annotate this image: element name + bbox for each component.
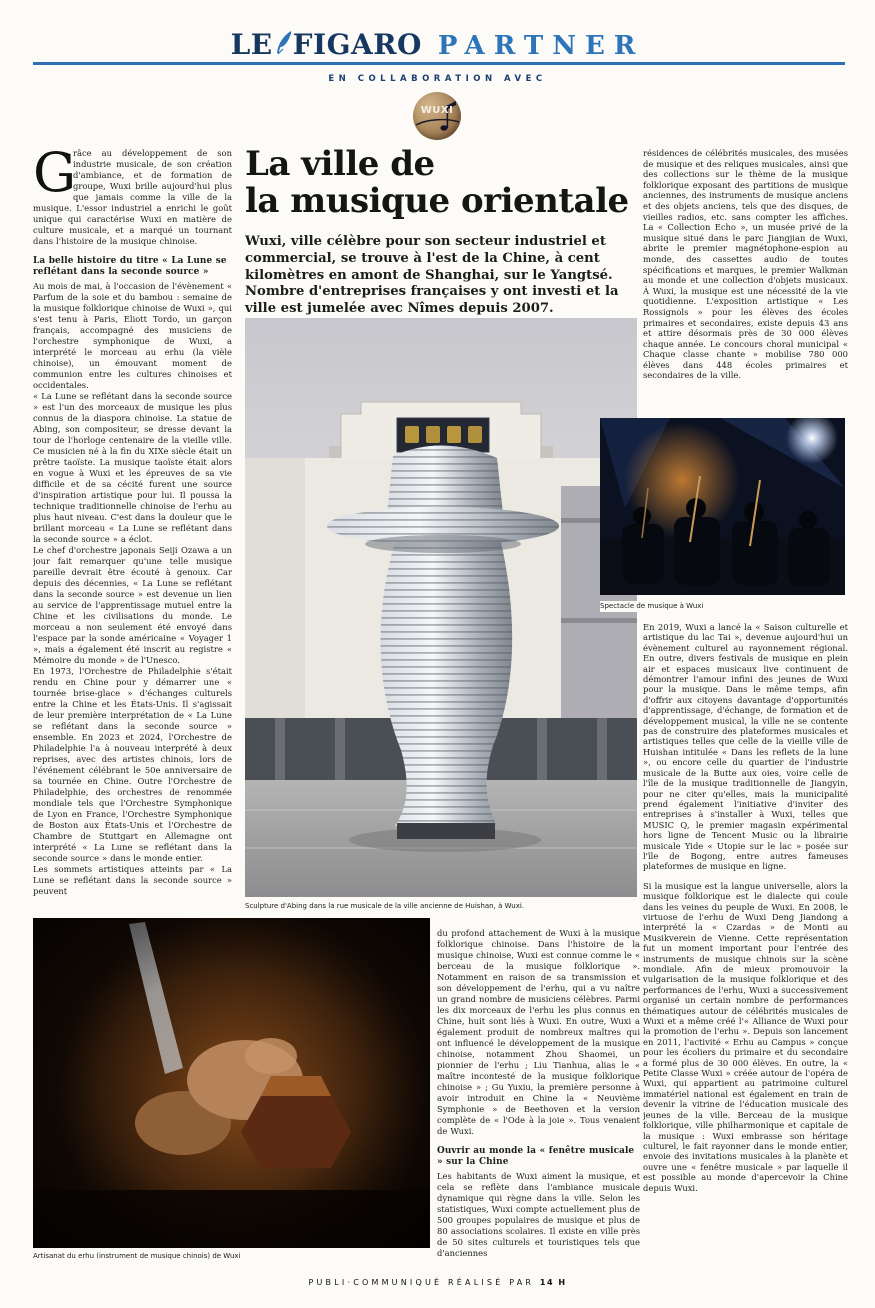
- erhu-photo: [33, 918, 430, 1248]
- right-column-top: [643, 148, 848, 381]
- article-paragraph: Au mois de mai, à l'occasion de l'évènement « Parfum de la soie et du bambou : semaine de la musique folklorique chinoise de Wuxi », qui s'est tenu à Paris, Eliott Tordo, un garçon français, accompagné des musiciens de l'orchestre symphonique de Wuxi, a interprété le morceau au erhu (la vièle chinoise), un émouvant moment de communion entre les cultures chinoises et occidentales.: [33, 280, 232, 390]
- article-paragraph: Le chef d'orchestre japonais Seiji Ozawa a un jour fait remarquer qu'une telle musique pareille devrait être écouté à genoux. Car depuis des décennies, « La Lune se reflétant dans la seconde source » est devenue un lien au service de l'apprentissage mutuel entre la Chine et les civilisations du monde. Le morceau a non seulement été envoyé dans l'espace par la sonde américaine « Voyager 1 », mais a également été inscrit au registre « Mémoire du monde » de l'Unesco.: [33, 544, 232, 665]
- right-column-bottom: [643, 622, 848, 1193]
- masthead-figaro: FIGARO: [292, 28, 422, 61]
- article-paragraph: résidences de célébrités musicales, des musées de musique et des reliques musicales, ainsi que des collections sur le thème de la musique folklorique exposant des partitions de musique anciennes, des instruments de musique anciens et des objets anciens, tels que des disques, de vieilles radios, etc. sans compter les affiches. La « Collection Echo », un musée privé de la musique situé dans le parc Jiangjian de Wuxi, abrite le premier magnétophone-espion au monde, des cassettes audio de toutes spécifications et marques, le premier Walkman au monde et une collection d'objets musicaux. À Wuxi, la musique est une nécessité de la vie quotidienne. L'exposition artistique « Les Rossignols » pour les élèves des écoles primaires et secondaires, existe depuis 43 ans et attire désormais près de 30 000 élèves chaque année. Le concours choral municipal « Chaque classe chante » mobilise 780 000 élèves dans 448 écoles primaires et secondaires de la ville.: [643, 148, 848, 381]
- masthead: [0, 28, 875, 61]
- section-heading: Ouvrir au monde la « fenêtre musicale » sur la Chine: [437, 1146, 635, 1167]
- erhu-caption: Artisanat du erhu (instrument de musique chinois) de Wuxi: [33, 1252, 241, 1260]
- masthead-rule: [33, 62, 845, 65]
- collaboration-line: EN COLLABORATION AVEC: [328, 74, 547, 84]
- article-paragraph: En 2019, Wuxi a lancé la « Saison culturelle et artistique du lac Tai », devenue aujourd'hui un évènement culturel au rayonnement régional. En outre, divers festivals de musique en plein air et espaces musicaux live continuent de démontrer l'amour infini des jeunes de Wuxi pour la musique. Dans le même temps, afin d'offrir aux citoyens davantage d'opportunités d'apprentissage, d'échange, de formation et de développement musical, la ville ne se contente pas de construire des plateformes musicales et artistiques telles que celle de la vieille ville de Huishan intitulée « Dans les reflets de la lune », ou encore celle du quartier de l'industrie musicale de la Butte aux oies, voire celle de l'île de la musique traditionnelle de Jiangyin, pour ne citer qu'elles, mais la municipalité prend également l'initiative d'inviter des entreprises à s'installer à Wuxi, telles que MUSIC Q, le premier magasin expérimental hors ligne de Tencent Music ou la librairie musicale Yide « Utopie sur le lac » posée sur l'île de Bogong, entre autres fameuses plateformes de musique en ligne.: [643, 622, 848, 872]
- footer-text: PUBLI·COMMUNIQUÉ RÉALISÉ PAR: [308, 1278, 535, 1287]
- orchestra-caption: Spectacle de musique à Wuxi: [600, 601, 847, 612]
- headline-line2: la musique orientale: [245, 181, 629, 221]
- footer: [0, 1278, 875, 1287]
- headline-line1: La ville de: [245, 144, 435, 184]
- sculpture-caption: Sculpture d'Abing dans la rue musicale de la ville ancienne de Huishan, à Wuxi.: [245, 902, 525, 910]
- article-paragraph: G râce au développement de son industrie musicale, de son création d'ambiance, et de formation de groupe, Wuxi brille aujourd'hui plus que jamais comme la ville de la musique. L'essor industriel a enrichi le goût unique qui caractérise Wuxi en matière de culture musicale, et a marqué un tournant dans l'histoire de la musique chinoise.: [33, 148, 232, 246]
- music-note-icon: [413, 92, 461, 140]
- article-paragraph: Les habitants de Wuxi aiment la musique, et cela se reflète dans l'ambiance musicale dynamique qui règne dans la ville. Selon les statistiques, Wuxi compte actuellement plus de 500 groupes populaires de musique et plus de 80 associations scolaires. Il existe en ville près de 50 sites culturels et touristiques tels que d'anciennes: [437, 1170, 640, 1258]
- article-paragraph: du profond attachement de Wuxi à la musique folklorique chinoise. Dans l'histoire de la musique chinoise, Wuxi est connue comme le « berceau de la musique folklorique ». Notamment en raison de sa transmission et son développement de l'erhu, qui a vu naître un grand nombre de musiciens célèbres. Parmi les dix morceaux de l'erhu les plus connus en Chine, huit sont liés à Wuxi. En outre, Wuxi a également produit de nombreux maîtres qui ont influencé le développement de la musique chinoise, notamment Zhou Shaomei, un pionnier de l'erhu ; Liu Tianhua, alias le « maître incontesté de la musique folklorique chinoise » ; Gu Yuxiu, la première personne à avoir introduit en Chine la « Neuvième Symphonie » de Beethoven et la version complète de « l'Ode à la joie ». Tous venaient de Wuxi.: [437, 928, 640, 1136]
- article-paragraph: En 1973, l'Orchestre de Philadelphie s'était rendu en Chine pour y démarrer une « tournée brise-glace » d'échanges culturels entre la Chine et les États-Unis. Il s'agissait de leur première interprétation de « La Lune se reflétant dans la seconde source » ensemble. En 2023 et 2024, l'Orchestre de Philadelphie l'a à nouveau interprété à deux reprises, avec des artistes chinois, lors de l'événement célébrant le 50e anniversaire de sa tournée en Chine. Outre l'Orchestre de Philadelphie, des orchestres de renommée mondiale tels que l'Orchestre Symphonique de Lyon en France, l'Orchestre Symphonique de Boston aux États-Unis et l'Orchestre de Chambre de Stuttgart en Allemagne ont interprété « La Lune se reflétant dans la seconde source » dans le monde entier.: [33, 665, 232, 863]
- section-heading: La belle histoire du titre « La Lune se reflétant dans la seconde source »: [33, 256, 227, 277]
- drop-cap: G: [33, 148, 77, 204]
- mid-bottom-column: [437, 928, 640, 1259]
- article-paragraph: « La Lune se reflétant dans la seconde source » est l'un des morceaux de musique les plus connus de la diaspora chinoise. La statue de Abing, son compositeur, se dresse devant la tour de l'horloge centenaire de la vieille ville. Ce musicien né à la fin du XIXe siècle était un prêtre taoïste. La musique taoïste était alors en vogue à Wuxi et les épreuves de sa vie difficile et de sa cécité furent une source d'inspiration artistique pour lui. Il poussa la technique traditionnelle chinoise de l'erhu au plus haut niveau. C'est dans la douleur que le brillant morceau « La Lune se reflétant dans la seconde source » a éclot.: [33, 390, 232, 544]
- masthead-le: LE: [230, 28, 273, 61]
- sculpture-photo: [245, 318, 637, 897]
- article-paragraph: Les sommets artistiques atteints par « La Lune se reflétant dans la seconde source » peuvent: [33, 863, 232, 896]
- standfirst: Wuxi, ville célèbre pour son secteur industriel et commercial, se trouve à l'est de la Chine, à cent kilomètres en amont de Shanghai, sur le Yangtsé. Nombre d'entreprises françaises y ont investi et la ville est jumelée avec Nîmes depuis 2007.: [245, 234, 619, 317]
- wuxi-logo-text: WUXI: [420, 105, 454, 116]
- page-title: [245, 146, 645, 220]
- masthead-partner: PARTNER: [437, 31, 645, 61]
- wuxi-logo: [413, 92, 461, 140]
- footer-brand: 14 H: [539, 1278, 567, 1287]
- orchestra-photo: [600, 418, 845, 595]
- article-paragraph: Si la musique est la langue universelle, alors la musique folklorique est le dialecte qui coule dans les veines du peuple de Wuxi. En 2008, le virtuose de l'erhu de Wuxi Deng Jiandong a interprété la « Czardas » de Monti au Musikverein de Vienne. Cette représentation fut un moment important pour l'entrée des instruments de musique chinois sur la scène mondiale. Afin de mieux promouvoir la vulgarisation de la musique folklorique et des performances de l'erhu, Wuxi a successivement organisé un certain nombre de performances thématiques autour de célébrités musicales de Wuxi et a même créé l'« Alliance de Wuxi pour la promotion de l'erhu ». Depuis son lancement en 2011, l'activité « Erhu au Campus » conçue pour les écoliers du primaire et du secondaire a formé plus de 30 000 élèves. En outre, la « Petite Classe Wuxi » créée autour de l'opéra de Wuxi, qui appartient au patrimoine culturel immatériel national est également en train de devenir la vitrine de l'éducation musicale des jeunes de la ville. Berceau de la musique folklorique, ville philharmonique et capitale de la musique : Wuxi embrasse son héritage culturel, le fait rayonner dans le monde entier, envoie des invitations musicales à la planète et ouvre une « fenêtre musicale » par laquelle il est possible au monde d'apercevoir la Chine depuis Wuxi.: [643, 880, 848, 1193]
- left-column: [33, 148, 232, 897]
